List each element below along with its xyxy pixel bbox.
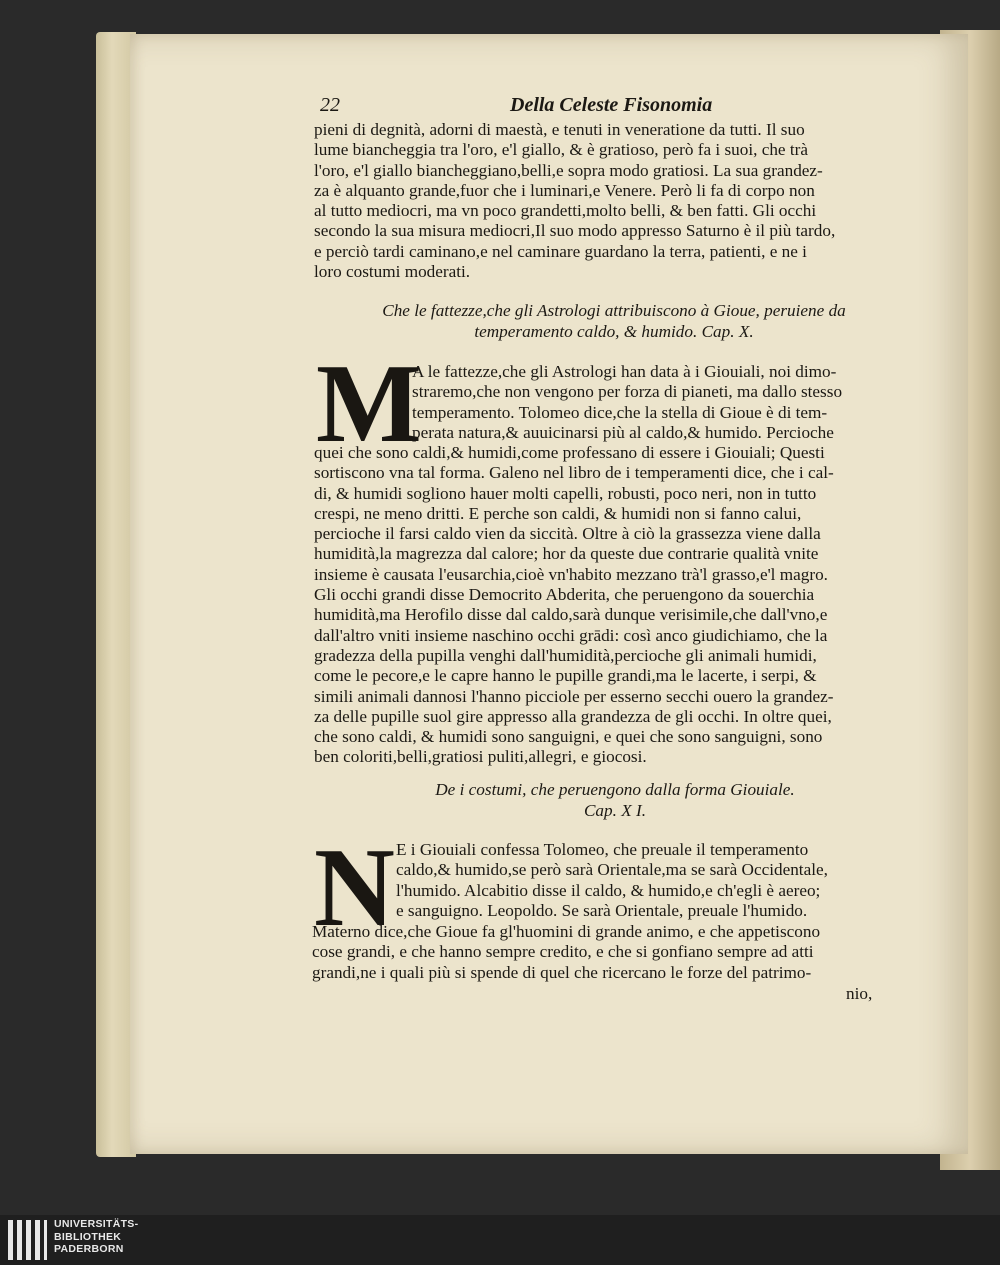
- paragraph-1: [314, 120, 835, 282]
- text-line: za è alquanto grande,fuor che i luminari,e Venere. Però li fa di corpo non: [314, 180, 815, 200]
- text-line: temperamento. Tolomeo dice,che la stella di Gioue è di tem-: [412, 402, 828, 422]
- text-line: straremo,che non vengono per forza di pianeti, ma dallo stesso: [412, 382, 843, 402]
- text-line: caldo,& humido,se però sarà Orientale,ma se sarà Occidentale,: [396, 860, 828, 880]
- text-line: percioche il farsi caldo vien da siccità. Oltre à ciò la grassezza viene dalla: [314, 524, 821, 544]
- text-line: sortiscono vna tal forma. Galeno nel libro de i temperamenti dice, che i cal-: [314, 463, 834, 483]
- text-line: gradezza della pupilla venghi dall'humidità,percioche gli animali humidi,: [314, 645, 817, 665]
- text-line: perata natura,& auuicinarsi più al caldo,& humido. Percioche: [412, 422, 834, 442]
- text-line: za delle pupille suol gire appresso alla grandezza de gli occhi. In oltre quei,: [314, 706, 832, 726]
- catchword: nio,: [846, 984, 873, 1003]
- page-number: 22: [320, 94, 340, 116]
- text-line: pieni di degnità, adorni di maestà, e tenuti in veneratione da tutti. Il suo: [314, 120, 805, 139]
- library-logo-icon: [8, 1220, 52, 1260]
- text-line: grandi,ne i quali più si spende di quel che ricercano le forze del patrimo-: [312, 962, 812, 982]
- heading-line: Che le fattezze,che gli Astrologi attribuiscono à Gioue, peruiene da: [382, 301, 846, 320]
- text-line: l'oro, e'l giallo biancheggiano,belli,e sopra modo gratiosi. La sua grandez-: [314, 160, 823, 180]
- library-footer: [0, 1215, 1000, 1265]
- text-line: crespi, ne meno dritti. E perche son caldi, & humidi non si fanno calui,: [314, 503, 802, 523]
- heading-line: temperamento caldo, & humido. Cap. X.: [474, 322, 754, 341]
- text-line: secondo la sua misura mediocri,Il suo modo appresso Saturno è il più tardo,: [314, 221, 836, 241]
- dropcap-n: N: [314, 826, 395, 950]
- chapter-heading-x: [340, 300, 888, 342]
- heading-line: Cap. X I.: [583, 801, 647, 820]
- text-line: di, & humidi sogliono hauer molti capelli, robusti, poco neri, non in tutto: [314, 483, 817, 503]
- text-line: l'humido. Alcabitio disse il caldo, & humido,e ch'egli è aereo;: [396, 880, 821, 900]
- paragraph-3: [312, 922, 820, 983]
- text-line: humidità,ma Herofilo disse dal caldo,sarà dunque verisimile,che dall'vno,e: [314, 605, 828, 625]
- text-line: lume biancheggia tra l'oro, e'l giallo, & è gratioso, però fa i suoi, che trà: [314, 140, 808, 160]
- text-line: al tutto mediocri, ma vn poco grandetti,molto belli, & ben fatti. Gli occhi: [314, 201, 817, 221]
- text-line: cose grandi, e che hanno sempre credito, e che si gonfiano sempre ad atti: [312, 942, 814, 962]
- paragraph-3-indented: [396, 840, 828, 921]
- text-line: quei che sono caldi,& humidi,come professano di essere i Giouiali; Questi: [314, 443, 825, 462]
- text-line: ben coloriti,belli,gratiosi puliti,allegri, e giocosi.: [314, 747, 647, 767]
- text-line: A le fattezze,che gli Astrologi han data à i Giouiali, noi dimo-: [412, 362, 837, 381]
- chapter-heading-xi: [400, 779, 830, 821]
- text-line: insieme è causata l'eusarchia,cioè vn'habito mezzano trà'l grasso,e'l magro.: [314, 564, 828, 584]
- dropcap-m: M: [316, 342, 422, 466]
- text-line: loro costumi moderati.: [314, 262, 471, 282]
- text-line: Materno dice,che Gioue fa gl'huomini di grande animo, e che appetiscono: [312, 922, 821, 941]
- running-title: Della Celeste Fisonomia: [510, 94, 713, 116]
- text-line: E i Giouiali confessa Tolomeo, che preuale il temperamento: [396, 840, 809, 859]
- text-line: come le pecore,e le capre hanno le pupille grandi,ma le lacerte, i serpi, &: [314, 666, 817, 686]
- library-name: [54, 1218, 138, 1256]
- text-line: e perciò tardi caminano,e nel caminare guardano la terra, patienti, e ne i: [314, 241, 807, 261]
- text-line: humidità,la magrezza dal calore; hor da queste due contrarie qualità vnite: [314, 544, 819, 564]
- paragraph-2: [314, 443, 834, 768]
- paragraph-2-indented: [412, 362, 842, 443]
- heading-line: De i costumi, che peruengono dalla forma Giouiale.: [435, 780, 795, 799]
- page-header: [320, 94, 730, 118]
- library-name-line: UNIVERSITÄTS-: [54, 1218, 139, 1230]
- text-line: che sono caldi, & humidi sono sanguigni, e quei che sono sanguigni, sono: [314, 727, 823, 747]
- text-line: Gli occhi grandi disse Democrito Abderita, che peruengono da souerchia: [314, 585, 815, 605]
- library-name-line: PADERBORN: [54, 1243, 124, 1255]
- text-line: e sanguigno. Leopoldo. Se sarà Orientale, preuale l'humido.: [396, 900, 808, 920]
- library-name-line: BIBLIOTHEK: [54, 1230, 122, 1243]
- text-line: dall'altro vniti insieme naschino occhi grādi: così anco giudichiamo, che la: [314, 625, 828, 645]
- text-line: simili animali dannosi l'hanno picciole per esserno secchi ouero la grandez-: [314, 686, 834, 706]
